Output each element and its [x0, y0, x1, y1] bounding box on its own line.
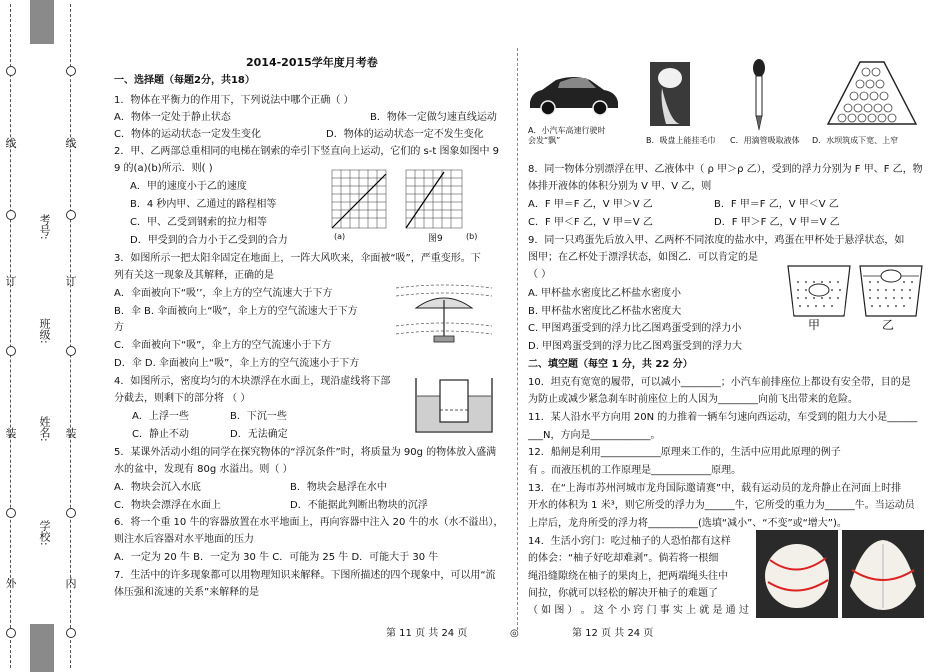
margin-label-inner-nei: 内 [65, 577, 77, 590]
graph-a [332, 170, 386, 228]
question-5-cont: 水的盆中，发现有 80g 水溢出。则（ ） [114, 464, 293, 475]
question-1: 1．物体在平衡力的作用下，下列说法中哪个正确（ ） [114, 95, 354, 106]
beaker-jia-label: 甲 [808, 318, 821, 332]
st-graph-figure [320, 166, 480, 242]
footer-center-symbol: ◎ [510, 628, 519, 639]
option: D．无法确定 [230, 429, 288, 440]
field-class-label: 班级: [38, 318, 51, 344]
caption-sucker: B．吸盘上能挂毛巾 [646, 136, 716, 145]
dropper-image [744, 58, 774, 132]
margin-label-outer-wai: 外 [5, 577, 17, 590]
option: A．甲的速度小于乙的速度 [130, 181, 247, 192]
question-13-cont: 上岸后，龙舟所受的浮力将__________(选填“减小”、“不变”或“增大”)。 [528, 518, 847, 529]
graph-a-label: (a) [334, 232, 346, 241]
pomelo-right-icon [842, 530, 924, 618]
option: A．物块会沉入水底 [114, 482, 201, 493]
margin-label-inner-xian: 线 [65, 137, 77, 150]
margin-circle [6, 508, 16, 518]
footer-page-left: 第 11 页 共 24 页 [386, 628, 468, 639]
outer-dash-line [10, 4, 11, 668]
car-image [528, 68, 620, 120]
question-5: 5．某课外活动小组的同学在探究物体的“浮沉条件”时，将质量为 90g 的物体放入盛满 [114, 447, 497, 458]
option: D．伞 D. 伞面被向上“吸”，伞上方的空气流速小于下方 [114, 358, 360, 369]
question-9-paren: （ ） [528, 269, 552, 280]
margin-circle [6, 346, 16, 356]
question-13-cont: 开水的体积为 1 米³，则它所受的浮力为______牛，它所受的重力为______牛。当运动员 [528, 500, 915, 511]
footer-page-right: 第 12 页 共 24 页 [572, 628, 654, 639]
question-7: 7．生活中的许多现象都可以用物理知识来解释。下图所描述的四个现象中，可以用“流 [114, 570, 496, 581]
margin-circle [66, 628, 76, 638]
question-14-cont: 间拉，你就可以轻松的解决开柚子的难题了 [528, 588, 718, 599]
option: C．F 甲＜F 乙，V 甲＝V 乙 [528, 217, 653, 228]
margin-gray-block-top [30, 0, 54, 44]
question-12-cont: 有 。而液压机的工作原理是____________原理。 [528, 465, 742, 476]
option: B．物体一定做匀速直线运动 [370, 112, 497, 123]
option: A．伞面被向下“吸’’，伞上方的空气流速大于下方 [114, 288, 333, 299]
option: A．F 甲＝F 乙，V 甲＞V 乙 [528, 199, 653, 210]
margin-label-outer-xian: 线 [5, 137, 17, 150]
caption-dam: D．水坝筑成下宽、上窄 [812, 136, 899, 145]
question-13: 13．在“上海市苏州河城市龙舟国际邀请赛”中，载有运动员的龙舟静止在河面上时排 [528, 483, 902, 494]
margin-label-inner-ding: 订 [65, 275, 77, 288]
question-4: 4．如图所示，密度均匀的木块漂浮在水面上，现沿虚线将下部 [114, 376, 391, 387]
field-school-label: 学校: [38, 520, 51, 546]
question-4-cont: 分截去，则剩下的部分将 （ ） [114, 393, 251, 404]
question-14-cont: （ 如 图 ） 。 这 个 小 窍 门 事 实 上 就 是 通 过 [528, 605, 749, 616]
floating-block-figure [412, 374, 496, 436]
question-3-cont: 列有关这一现象及其解释，正确的是 [114, 270, 274, 281]
question-2: 2．甲、乙两部总重相同的电梯在钢索的牵引下竖直向上运动，它们的 s-t 图象如图中 9 [114, 146, 499, 157]
umbrella-figure [392, 280, 496, 344]
question-10: 10．坦克有宽宽的履带，可以减小________；小汽车前排座位上都设有安全带，目的是 [528, 377, 911, 388]
option: B．F 甲＝F 乙，V 甲＜V 乙 [714, 199, 839, 210]
page-divider [517, 48, 518, 630]
margin-circle [6, 66, 16, 76]
question-6-options: A．一定为 20 牛 B．一定为 30 牛 C．可能为 25 牛 D．可能大于 30 牛 [114, 552, 439, 563]
question-11: 11．某人沿水平方向用 20N 的力推着一辆车匀速向西运动，车受到的阻力大小是______ [528, 412, 918, 423]
option: C．甲、乙受到钢索的拉力相等 [130, 217, 267, 228]
option: C．物体的运动状态一定发生变化 [114, 129, 261, 140]
question-6: 6．将一个重 10 牛的容器放置在水平地面上，再向容器中注入 20 牛的水（水不溢出）， [114, 517, 504, 528]
question-9: 9．同一只鸡蛋先后放入甲、乙两杯不同浓度的盐水中，鸡蛋在甲杯处于悬浮状态，如 [528, 235, 905, 246]
margin-label-inner-zhuang: 装 [65, 427, 77, 440]
question-8-cont: 体排开液体的体积分别为 V 甲、V 乙，则 [528, 181, 712, 192]
option: B．下沉一些 [230, 411, 287, 422]
question-8: 8．同一物体分别漂浮在甲、乙液体中（ ρ 甲＞ρ 乙），受到的浮力分别为 F 甲、F 乙，物 [528, 164, 923, 175]
option: D．不能据此判断出物块的沉浮 [290, 500, 428, 511]
option: C．静止不动 [132, 429, 189, 440]
beaker-jia [786, 262, 852, 318]
option: D．物体的运动状态一定不发生变化 [326, 129, 484, 140]
option: B．物块会悬浮在水中 [290, 482, 387, 493]
beaker-yi [858, 262, 924, 318]
margin-circle [6, 628, 16, 638]
pomelo-left-icon [756, 530, 838, 618]
margin-circle [66, 66, 76, 76]
question-14: 14．生活小窍门：吃过柚子的人恐怕都有这样 [528, 536, 731, 547]
option: A．上浮一些 [132, 411, 189, 422]
margin-label-outer-ding: 订 [5, 275, 17, 288]
section-heading: 二、填空题（每空 1 分，共 22 分） [528, 359, 693, 370]
question-7-cont: 体压强和流速的关系”来解释的是 [114, 587, 260, 598]
caption-dropper: C．用滴管吸取液体 [730, 136, 800, 145]
margin-circle [66, 508, 76, 518]
fig9-label: 图9 [428, 234, 443, 244]
question-3: 3．如图所示一把太阳伞固定在地面上，一阵大风吹来，伞面被“吸”，严重变形。下 [114, 253, 481, 264]
question-12: 12．船闸是利用____________原理来工作的，生活中应用此原理的例子 [528, 447, 841, 458]
option: B. 甲杯盐水密度比乙杯盐水密度大 [528, 306, 682, 317]
option: B．伞 B. 伞面被向上“吸”，伞上方的空气流速大于下方 [114, 306, 358, 317]
option: A. 甲杯盐水密度比乙杯盐水密度小 [528, 288, 682, 299]
beaker-yi-label: 乙 [882, 318, 895, 332]
option: D．甲受到的合力小于乙受到的合力 [130, 235, 288, 246]
option: A．物体一定处于静止状态 [114, 112, 231, 123]
graph-b [406, 170, 462, 228]
question-10-cont: 为防止或减少紧急刹车时前座位上的人因为________向前飞出带来的危险。 [528, 394, 858, 405]
option: C．伞面被向下“吸”，伞上方的空气流速小于下方 [114, 340, 332, 351]
section-heading: 一、选择题（每题2分，共18） [114, 75, 255, 86]
question-11-cont: ___N，方向是____________。 [528, 430, 661, 441]
caption-car: A．小汽车高速行驶时会发“飘” [528, 126, 606, 145]
question-14-cont: 的体会：“柚子好吃却难剥”。倘若将一根细 [528, 553, 719, 564]
margin-circle [66, 346, 76, 356]
question-6-cont: 则注水后容器对水平地面的压力 [114, 534, 254, 545]
dam-image [826, 58, 918, 128]
page-title: 2014-2015学年度月考卷 [246, 56, 378, 69]
field-name-label: 姓名: [38, 416, 51, 442]
graph-b-label: (b) [466, 232, 478, 241]
margin-circle [66, 210, 76, 220]
option: D. 甲图鸡蛋受到的浮力比乙图鸡蛋受到的浮力大 [528, 341, 743, 352]
margin-label-outer-zhuang: 装 [5, 427, 17, 440]
option-cont: 方 [114, 322, 124, 333]
question-9-cont: 图甲；在乙杯处于漂浮状态，如图乙．可以肯定的是 [528, 252, 758, 263]
inner-dash-line [70, 4, 71, 668]
sucker-towel-icon [650, 62, 690, 126]
option: B．4 秒内甲、乙通过的路程相等 [130, 199, 277, 210]
question-14-cont: 绳沿缝隙绕在柚子的果肉上，把两端绳头往中 [528, 571, 728, 582]
option: D．F 甲＞F 乙，V 甲＝V 乙 [714, 217, 840, 228]
margin-gray-block-bottom [30, 624, 54, 672]
option: C. 甲图鸡蛋受到的浮力比乙图鸡蛋受到的浮力小 [528, 323, 742, 334]
option: C．物块会漂浮在水面上 [114, 500, 221, 511]
question-2-cont: 9 的(a)(b)所示．则( ) [114, 163, 213, 174]
margin-circle [6, 210, 16, 220]
field-number-label: 考号: [38, 214, 51, 240]
